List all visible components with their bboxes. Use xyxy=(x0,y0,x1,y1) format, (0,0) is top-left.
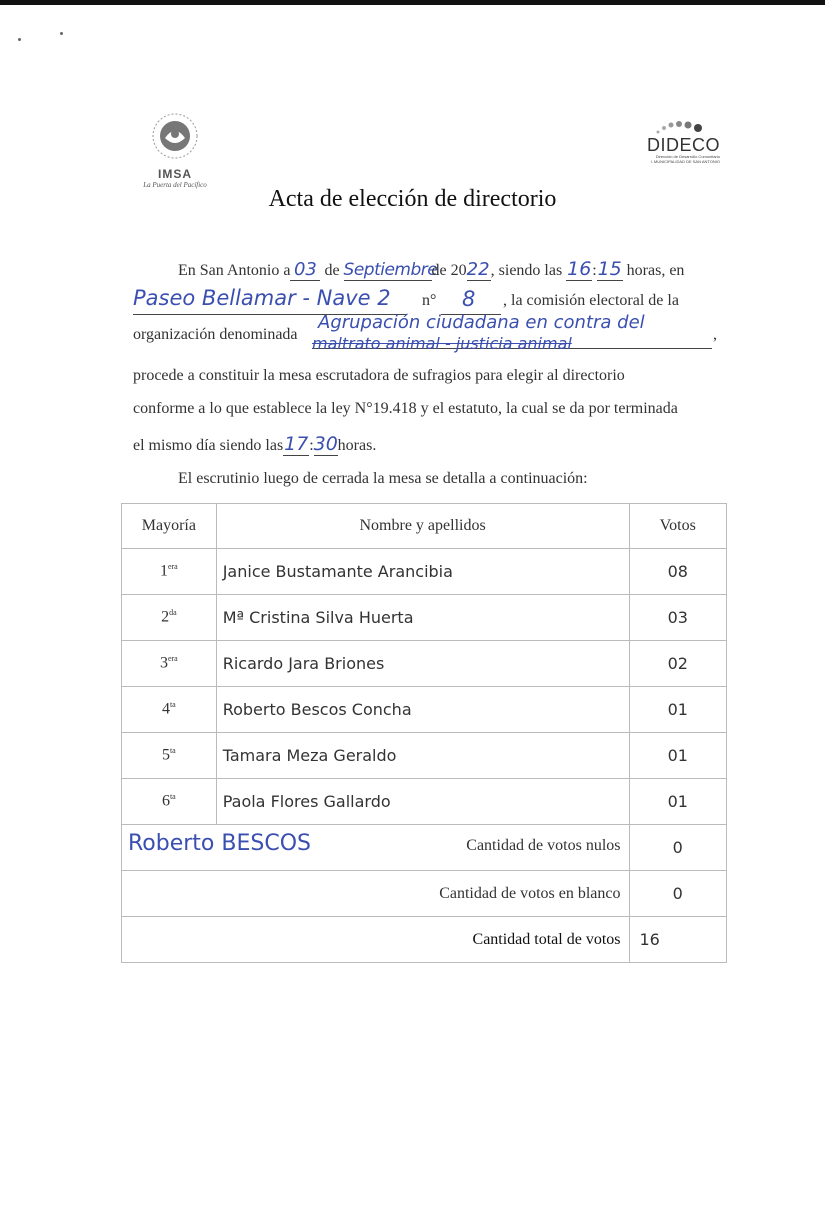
top-scan-border xyxy=(0,0,825,5)
candidate-name: Janice Bustamante Arancibia xyxy=(216,549,629,595)
handwritten-minute: 15 xyxy=(597,258,622,280)
handwritten-end-hour: 17 xyxy=(284,433,309,455)
text-organizacion: organización denominada xyxy=(133,326,298,343)
text-de-20: de 20 xyxy=(431,262,467,279)
table-row xyxy=(122,687,727,733)
blank-votes-value: 0 xyxy=(629,871,727,917)
imsa-logo xyxy=(140,112,210,189)
handwritten-org-line-1: Agrupación ciudadana en contra del xyxy=(318,312,645,333)
imsa-tagline: La Puerta del Pacífico xyxy=(143,181,207,189)
text-number-label: n° xyxy=(422,292,437,309)
candidate-name: Roberto Bescos Concha xyxy=(216,687,629,733)
dideco-wordmark: DIDECO xyxy=(646,135,720,155)
table-row xyxy=(122,641,727,687)
candidate-name: Mª Cristina Silva Huerta xyxy=(216,595,629,641)
text-time-sep: : xyxy=(592,262,597,279)
blank-votes-label: Cantidad de votos en blanco xyxy=(122,871,630,917)
table-row xyxy=(122,549,727,595)
blank-votes-row xyxy=(122,871,727,917)
rank-cell: $5^{ta}$ xyxy=(122,733,217,779)
handwritten-hour: 16 xyxy=(567,258,592,280)
handwritten-number: 8 xyxy=(462,287,476,311)
handwritten-month: Septiembre xyxy=(343,260,438,280)
text-de: de xyxy=(324,262,340,279)
paragraph-line-7: El escrutinio luego de cerrada la mesa se detalla a continuación: xyxy=(178,470,588,487)
text-siendo-las-2: el mismo día siendo las xyxy=(133,437,284,454)
handwritten-street: Paseo Bellamar - Nave 2 xyxy=(133,286,391,310)
scan-speck xyxy=(60,32,63,35)
imsa-emblem-icon xyxy=(149,112,201,160)
candidate-votes: 01 xyxy=(629,779,727,825)
text-horas: horas. xyxy=(337,437,377,454)
rank-cell: $4^{ta}$ xyxy=(122,687,217,733)
null-votes-row xyxy=(122,825,727,871)
candidate-votes: 01 xyxy=(629,687,727,733)
null-votes-label: Cantidad de votos nulos xyxy=(466,837,621,854)
text-comma: , xyxy=(713,326,717,343)
candidate-votes: 01 xyxy=(629,733,727,779)
handwritten-day: 03 xyxy=(290,259,320,281)
null-votes-value: 0 xyxy=(629,825,727,871)
rank-cell: $6^{ta}$ xyxy=(122,779,217,825)
text-en-san-antonio: En San Antonio a xyxy=(178,262,291,279)
table-row xyxy=(122,595,727,641)
total-votes-row xyxy=(122,917,727,963)
text-siendo-las: , siendo las xyxy=(490,262,563,279)
imsa-wordmark: IMSA xyxy=(158,167,192,181)
table-row xyxy=(122,733,727,779)
candidate-votes: 03 xyxy=(629,595,727,641)
total-votes-label: Cantidad total de votos xyxy=(122,917,630,963)
text-time-sep-2: : xyxy=(309,437,314,454)
header-rank: Mayoría xyxy=(122,504,217,549)
scan-speck xyxy=(18,38,21,41)
dideco-subtitle-2: I. MUNICIPALIDAD DE SAN ANTONIO xyxy=(650,159,720,164)
rank-cell: $3^{era}$ xyxy=(122,641,217,687)
handwritten-org-line-2: maltrato animal - justicia animal xyxy=(312,334,572,353)
table-header-row xyxy=(122,504,727,549)
candidate-name: Tamara Meza Geraldo xyxy=(216,733,629,779)
header-votes: Votos xyxy=(629,504,727,549)
handwritten-end-minute: 30 xyxy=(313,433,338,455)
rank-cell: $2^{da}$ xyxy=(122,595,217,641)
text-horas-en: horas, en xyxy=(626,262,685,279)
dideco-dots-icon xyxy=(638,118,720,136)
text-comision-electoral: , la comisión electoral de la xyxy=(503,292,679,309)
dideco-subtitle-1: Dirección de Desarrollo Comunitario xyxy=(655,154,720,159)
total-votes-value: 16 xyxy=(629,917,727,963)
table-row xyxy=(122,779,727,825)
dideco-logo xyxy=(638,118,720,164)
handwritten-year: 22 xyxy=(466,259,490,280)
paragraph-line-5: conforme a lo que establece la ley N°19.418 y el estatuto, la cual se da por terminada xyxy=(133,400,678,417)
document-title: Acta de elección de directorio xyxy=(268,186,557,212)
candidate-name: Ricardo Jara Briones xyxy=(216,641,629,687)
paragraph-line-4: procede a constituir la mesa escrutadora de sufragios para elegir al directorio xyxy=(133,367,625,384)
paragraph-line-6 xyxy=(133,433,376,456)
candidate-name: Paola Flores Gallardo xyxy=(216,779,629,825)
rank-cell: $1^{era}$ xyxy=(122,549,217,595)
header-name: Nombre y apellidos xyxy=(216,504,629,549)
null-votes-label-cell xyxy=(122,825,630,871)
results-table xyxy=(121,503,727,963)
paragraph-line-1 xyxy=(178,258,684,281)
candidate-votes: 02 xyxy=(629,641,727,687)
candidate-votes: 08 xyxy=(629,549,727,595)
handwritten-signature: Roberto BESCOS xyxy=(128,831,311,856)
